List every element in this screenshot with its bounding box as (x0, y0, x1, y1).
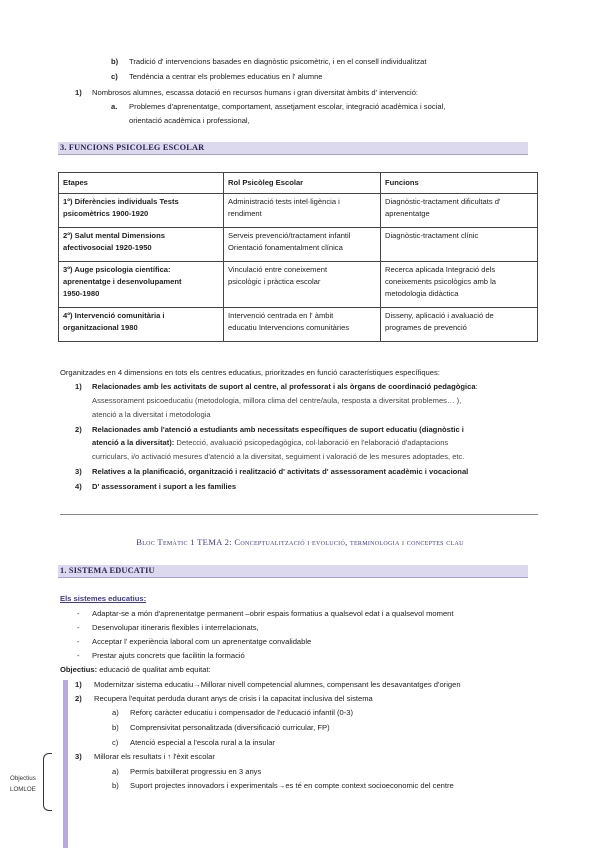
dimension-marker: 4) (75, 482, 82, 491)
sub-marker: a) (112, 708, 119, 717)
list-item-1: Nombrosos alumnes, escassa dotació en recursos humans i gran diversitat àmbits d' intervenció: (92, 88, 419, 97)
dimension-1-desc: Assessorament psicoeducatiu (metodologia, millora clima del centre/aula, resposta a diversitat problemes… ), (92, 396, 462, 405)
sub-item: Comprensivitat personalitzada (diversificació curricular, FP) (130, 723, 330, 732)
dimension-2-desc: atenció a la diversitat): Detecció, avaluació psicopedagògica, col·laboració en l'elaboració d'adaptacions (92, 438, 449, 447)
table-cell-funcions: Diagnòstic-tractament dificultats d' aprenentatge (381, 194, 538, 228)
dimension-3: Relatives a la planificació, organització i realització d' activitats d' assessorament acadèmic i vocacional (92, 467, 469, 476)
objectius-heading: Objectius: educació de qualitat amb equitat: (60, 665, 211, 674)
list-item: Prestar ajuts concrets que facilitin la formació (92, 651, 245, 660)
table-header-cell: Funcions (381, 173, 538, 194)
objective-1: Modernitzar sistema educatiu→Millorar nivell competencial alumnes, compensant les desavantatges d'origen (94, 680, 461, 689)
divider (60, 514, 538, 515)
dimensions-intro: Organitzades en 4 dimensions en tots els centres educatius, prioritzades en funció característiques específiques: (60, 368, 440, 377)
dimension-marker: 2) (75, 425, 82, 434)
bullet-marker: - (77, 623, 80, 632)
sub-item: Atenció especial a l'escola rural a la insular (130, 738, 275, 747)
table-row (59, 194, 538, 228)
table-cell-funcions: Recerca aplicada Integració dels coneixements psicològics amb la metodologia didàctica (381, 262, 538, 308)
sub-marker: a) (112, 767, 119, 776)
table-cell-funcions: Disseny, aplicació i avaluació de programes de prevenció (381, 308, 538, 342)
table-cell-etapa: 2º) Salut mental Dimensions afectivosocial 1920-1950 (59, 228, 224, 262)
sub-item: Reforç caràcter educatiu i compensador de l'educació infantil (0-3) (130, 708, 354, 717)
table-cell-rol: Intervenció centrada en l' àmbit educatiu Intervencions comunitàries (224, 308, 381, 342)
dimension-marker: 1) (75, 382, 82, 391)
sistemes-educatius-link[interactable]: Els sistemes educatius: (60, 594, 147, 603)
objective-marker: 1) (75, 680, 82, 689)
dimension-4: D' assessorament i suport a les famílies (92, 482, 237, 491)
sub-marker: b) (112, 781, 119, 790)
brace-icon (43, 753, 52, 811)
bloc-heading: Bloc Temàtic 1 TEMA 2: Conceptualització i evolució, terminologia i conceptes clau (136, 537, 464, 547)
dimension-marker: 3) (75, 467, 82, 476)
list-item: Acceptar l' experiència laboral com un aprenentatge convalidable (92, 637, 312, 646)
list-marker-1: 1) (75, 88, 82, 97)
table-cell-rol: Administració tests intel·ligència i rendiment (224, 194, 381, 228)
list-marker-b: b) (111, 57, 119, 66)
table-cell-rol: Serveis prevenció/tractament infantil Orientació fonamentalment clínica (224, 228, 381, 262)
list-item: Desenvolupar itineraris flexibles i interrelacionats, (92, 623, 259, 632)
bullet-marker: - (77, 637, 80, 646)
objective-3: Millorar els resultats i ↑ l'èxit escolar (94, 752, 215, 761)
objective-marker: 3) (75, 752, 82, 761)
sub-marker: b) (112, 723, 119, 732)
sub-item: Permís batxillerat progressiu en 3 anys (130, 767, 262, 776)
list-marker-c: c) (111, 72, 118, 81)
sub-marker: c) (112, 738, 119, 747)
list-item-b: Tradició d' intervencions basades en diagnòstic psicomètric, i en el consell individualitzat (129, 57, 427, 66)
table-row (59, 228, 538, 262)
table-cell-etapa: 1º) Diferències individuals Tests psicomètrics 1900-1920 (59, 194, 224, 228)
dimension-2: Relacionades amb l'atenció a estudiants amb necessitats específiques de suport educatiu (diagnòstic i (92, 425, 464, 434)
psychologist-roles-table (58, 172, 538, 342)
table-header-row (59, 173, 538, 194)
sidenote-line2: LOMLOE (10, 786, 36, 793)
dimension-2-desc: curriculars, i/o activació mesures d'atenció a la diversitat, seguiment i valoració de les mesures adoptades, etc. (92, 452, 465, 461)
objective-marker: 2) (75, 694, 82, 703)
table-cell-rol: Vinculació entre coneixement psicològic i pràctica escolar (224, 262, 381, 308)
sub-item: Suport projectes innovadors i experimentals→es té en compte context socioeconomic del centre (130, 781, 454, 790)
highlight-bar (63, 680, 68, 848)
dimension-1-desc: atenció a la diversitat i metodologia (92, 410, 211, 419)
table-header-cell: Etapes (59, 173, 224, 194)
list-item-a-cont: orientació acadèmica i professional, (129, 116, 250, 125)
bullet-marker: - (77, 609, 80, 618)
table-row (59, 262, 538, 308)
table-header-cell: Rol Psicòleg Escolar (224, 173, 381, 194)
table-cell-funcions: Diagnòstic-tractament clínic (381, 228, 538, 262)
table-cell-etapa: 4º) Intervenció comunitària i organitzacional 1980 (59, 308, 224, 342)
bullet-marker: - (77, 651, 80, 660)
list-item: Adaptar-se a món d'aprenentatge permanent –obrir espais formatius a qualsevol edat i a qualsevol moment (92, 609, 454, 618)
list-item-c: Tendència a centrar els problemes educatius en l' alumne (129, 72, 323, 81)
sidenote-line1: Objectius (10, 775, 36, 782)
list-marker-a: a. (111, 102, 118, 111)
section-title-1: 1. SISTEMA EDUCATIU (60, 566, 155, 575)
objective-2: Recupera l'equitat perduda durant anys de crisis i la capacitat inclusiva del sistema (94, 694, 373, 703)
list-item-a: Problemes d'aprenentatge, comportament, assetjament escolar, integració acadèmica i social, (129, 102, 446, 111)
dimension-1: Relacionades amb les activitats de suport al centre, al professorat i als òrgans de coordinació pedagògica: (92, 382, 478, 391)
section-title-3: 3. FUNCIONS PSICOLEG ESCOLAR (60, 143, 205, 152)
table-row (59, 308, 538, 342)
table-cell-etapa: 3º) Auge psicologia científica: aprenentatge i desenvolupament 1950-1980 (59, 262, 224, 308)
